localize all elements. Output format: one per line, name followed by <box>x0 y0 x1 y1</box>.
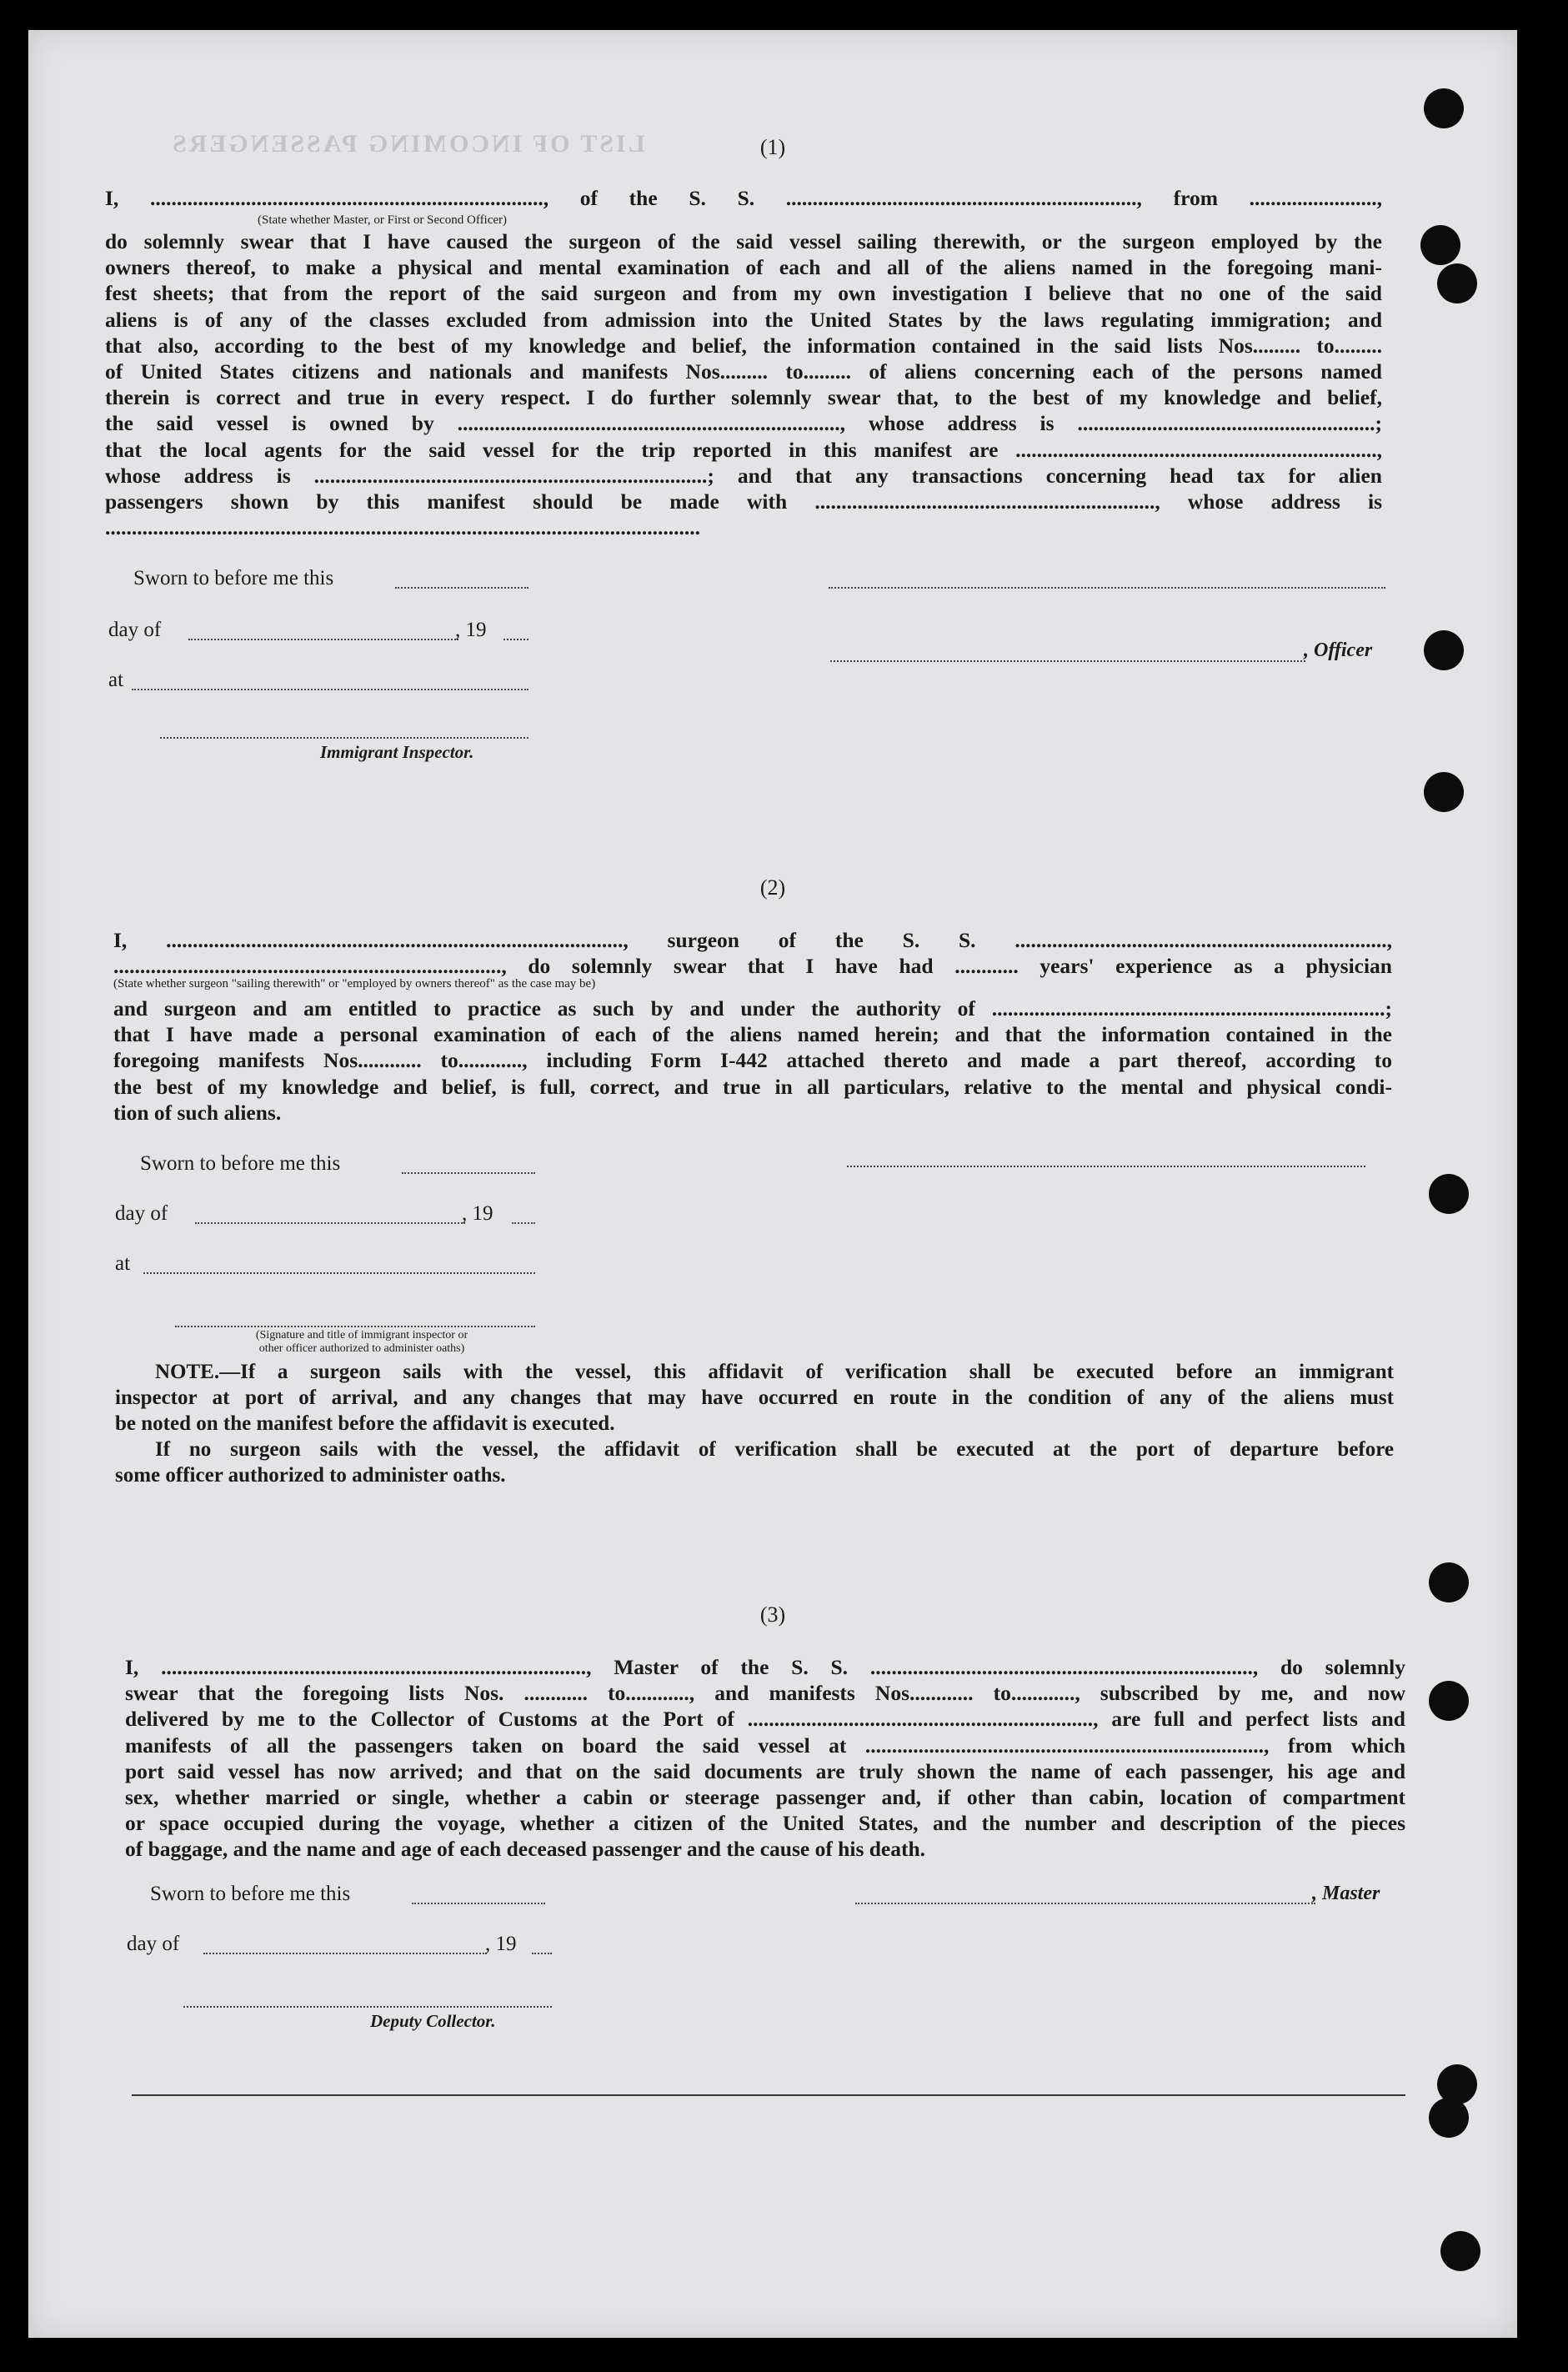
sworn-label: Sworn to before me this <box>133 567 334 589</box>
day-blank[interactable] <box>203 1953 487 1954</box>
note-line: some officer authorized to administer oaths. <box>115 1464 506 1487</box>
affidavit-line: that the local agents for the said vessel for the trip reported in this manifest are ...................................................................., <box>105 437 1382 462</box>
inspector-label: Immigrant Inspector. <box>320 742 474 762</box>
note-paragraph <box>115 1359 1394 1488</box>
affidavit-line: passengers shown by this manifest should be made with ................................................................, whose address is <box>105 489 1382 514</box>
year-label: , 19 <box>485 1933 517 1955</box>
day-blank[interactable] <box>195 1222 465 1224</box>
surgeon-caption: (State whether surgeon "sailing therewith" or "employed by owners thereof" as the case may be) <box>113 977 596 990</box>
document-page <box>28 30 1517 2338</box>
affidavit-line: the best of my knowledge and belief, is full, correct, and true in all particulars, relative to the mental and physical condi- <box>113 1074 1392 1099</box>
binder-hole <box>1429 1562 1469 1602</box>
affidavit-line: ........................................................................., do solemnly swear that I have had ............ years' experience as a physician <box>113 954 1392 979</box>
day-blank[interactable] <box>188 639 458 640</box>
note-line: If no surgeon sails with the vessel, the affidavit of verification shall be executed at the port of departure before <box>155 1438 1394 1461</box>
sworn-label: Sworn to before me this <box>150 1883 351 1905</box>
binder-hole <box>1429 2098 1469 2138</box>
deputy-signature-blank[interactable] <box>183 2006 552 2008</box>
affidavit-line: manifests of all the passengers taken on board the said vessel at ..........................................................................., from which <box>125 1733 1405 1758</box>
affidavit-line: port said vessel has now arrived; and that on the said documents are truly shown the name of each passenger, his age and <box>125 1758 1405 1783</box>
binder-hole <box>1437 263 1477 303</box>
date-blank[interactable] <box>395 587 529 589</box>
affidavit-line: aliens is of any of the classes excluded from admission into the United States by the laws regulating immigration; and <box>105 307 1382 332</box>
officer-label: , Officer <box>1304 639 1373 661</box>
official-signature-blank[interactable] <box>175 1326 535 1327</box>
note-line: inspector at port of arrival, and any changes that may have occurred en route in the condition of any of the aliens must <box>115 1387 1394 1409</box>
deputy-label: Deputy Collector. <box>370 2011 496 2031</box>
date-blank[interactable] <box>402 1172 535 1174</box>
affidavit-line: that also, according to the best of my knowledge and belief, the information contained in the said lists Nos......... to......... <box>105 333 1382 358</box>
affidavit-line: of United States citizens and nationals and manifests Nos......... to......... of aliens concerning each of the persons named <box>105 359 1382 384</box>
inspector-signature-blank[interactable] <box>160 737 529 739</box>
section-2-header <box>113 927 1392 979</box>
affidavit-line: owners thereof, to make a physical and mental examination of each and all of the aliens named in the foregoing mani- <box>105 255 1382 280</box>
sworn-label: Sworn to before me this <box>140 1152 341 1175</box>
year-blank[interactable] <box>512 1222 535 1224</box>
affidavit-line: ................................................................................................................ <box>105 515 700 540</box>
year-blank[interactable] <box>532 1953 552 1954</box>
affidavit-line: of baggage, and the name and age of each deceased passenger and the cause of his death. <box>125 1837 926 1862</box>
section-2-body <box>113 995 1392 1126</box>
affidavit-line: and surgeon and am entitled to practice as such by and under the authority of ..........................................................................; <box>113 996 1392 1021</box>
section-3-number: (3) <box>759 1602 786 1627</box>
section-1-body <box>105 228 1382 540</box>
year-blank[interactable] <box>503 639 529 640</box>
affidavit-line: whose address is ..........................................................................; and that any transactions concerning head tax for alien <box>105 463 1382 488</box>
day-of-label: day of <box>108 619 162 641</box>
binder-hole <box>1440 2231 1480 2271</box>
binder-hole <box>1429 1174 1469 1214</box>
signature-blank[interactable] <box>829 587 1385 589</box>
binder-hole <box>1429 1681 1469 1721</box>
bleed-through-text: LIST OF INCOMING PASSENGERS <box>170 130 645 158</box>
day-of-label: day of <box>127 1933 180 1955</box>
affidavit-line: swear that the foregoing lists Nos. ............ to............, and manifests Nos............ to............, subscribed by me, and now <box>125 1681 1405 1706</box>
year-label: , 19 <box>462 1202 493 1225</box>
affidavit-line: the said vessel is owned by ........................................................................, whose address is ........................................................; <box>105 411 1382 436</box>
affidavit-line: that I have made a personal examination of each of the aliens named herein; and that the information contained in the <box>113 1022 1392 1047</box>
affidavit-line: tion of such aliens. <box>113 1100 282 1125</box>
affidavit-line: or space occupied during the voyage, whether a citizen of the United States, and the number and description of the pieces <box>125 1811 1405 1836</box>
officer-signature-blank[interactable] <box>830 660 1305 662</box>
section-1-affidavit <box>105 185 1382 211</box>
affidavit-line: delivered by me to the Collector of Customs at the Port of ................................................................., are full and perfect lists and <box>125 1707 1405 1732</box>
affidavit-line: I, ................................................................................, Master of the S. S. ........................................................................, do solemnly <box>125 1655 1405 1679</box>
master-signature-blank[interactable] <box>855 1903 1315 1904</box>
section-3-body <box>125 1654 1405 1863</box>
at-blank[interactable] <box>132 689 529 690</box>
affidavit-line: sex, whether married or single, whether a cabin or steerage passenger and, if other than cabin, location of compartment <box>125 1785 1405 1810</box>
affidavit-line: therein is correct and true in every respect. I do further solemnly swear that, to the best of my knowledge and belief, <box>105 385 1382 410</box>
binder-hole <box>1424 88 1464 128</box>
affidavit-line: I, .........................................................................., of the S. S. .................................................................., from ........................, <box>105 186 1382 210</box>
section-2-number: (2) <box>759 875 786 900</box>
affidavit-line: I, ......................................................................................, surgeon of the S. S. ......................................................................, <box>113 928 1392 952</box>
master-label: , Master <box>1312 1883 1380 1904</box>
binder-hole <box>1424 772 1464 812</box>
section-1-number: (1) <box>759 135 786 159</box>
at-label: at <box>115 1252 131 1275</box>
at-blank[interactable] <box>143 1272 535 1274</box>
officer-caption: (State whether Master, or First or Second Officer) <box>258 213 508 227</box>
binder-hole <box>1424 630 1464 670</box>
note-line: NOTE.—If a surgeon sails with the vessel, this affidavit of verification shall be executed before an immigrant <box>155 1361 1394 1383</box>
note-line: be noted on the manifest before the affidavit is executed. <box>115 1412 615 1435</box>
year-label: , 19 <box>455 619 487 641</box>
date-blank[interactable] <box>412 1903 545 1904</box>
day-of-label: day of <box>115 1202 168 1225</box>
signature-caption: other officer authorized to administer oaths) <box>258 1342 465 1355</box>
affidavit-line: fest sheets; that from the report of the said surgeon and from my own investigation I believe that no one of the said <box>105 281 1382 306</box>
bottom-rule <box>132 2094 1405 2096</box>
affidavit-line: foregoing manifests Nos............ to............, including Form I-442 attached thereto and made a part thereof, according to <box>113 1048 1392 1073</box>
signature-caption: (Signature and title of immigrant inspector or <box>255 1329 468 1341</box>
signature-blank[interactable] <box>847 1166 1365 1167</box>
binder-hole <box>1420 225 1460 265</box>
affidavit-line: do solemnly swear that I have caused the surgeon of the said vessel sailing therewith, or the surgeon employed by the <box>105 229 1382 253</box>
at-label: at <box>108 669 124 691</box>
